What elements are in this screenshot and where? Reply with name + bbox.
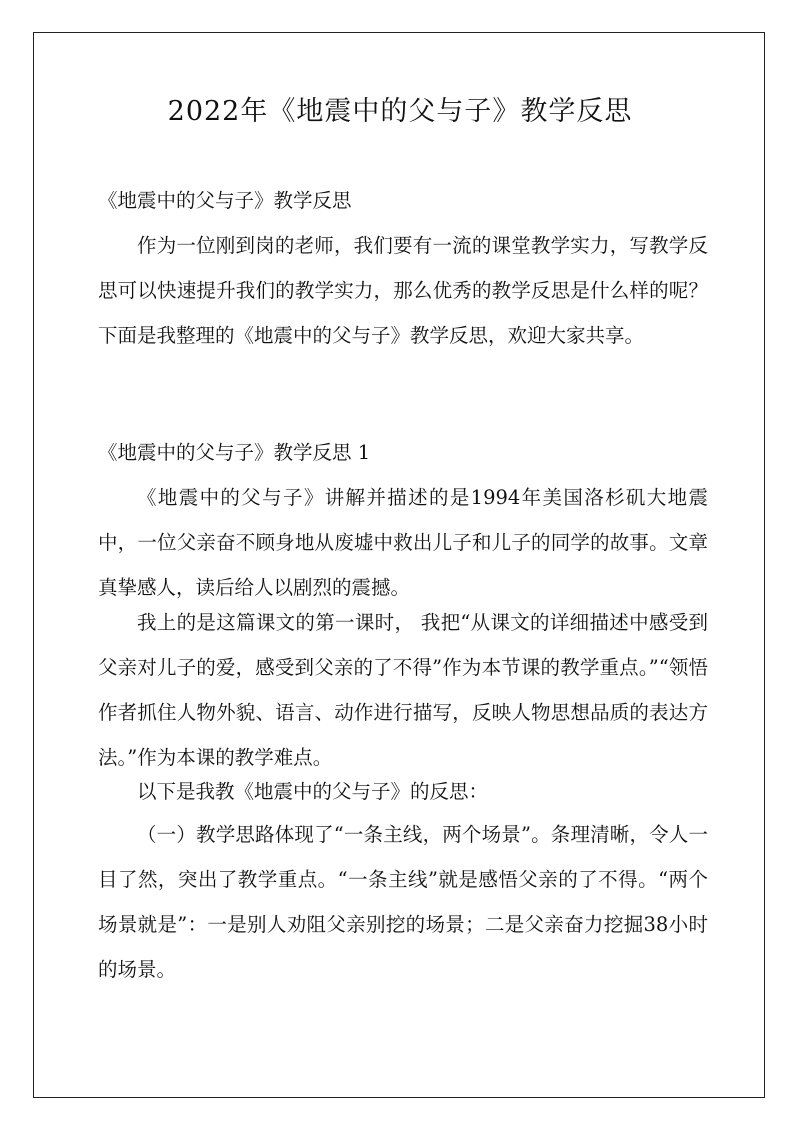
subheading-reflection-1: 《地震中的父与子》教学反思 1	[98, 441, 371, 464]
body-paragraph-2: 我上的是这篇课文的第一课时， 我把“从课文的详细描述中感受到父亲对儿子的爱，感受到父亲的了不得”作为本节课的教学重点。”“领悟作者抓住人物外貌、语言、动作进行描写，反映人物思想品质的表达方法。”作为本课的教学难点。	[98, 611, 708, 769]
body-paragraph-1: 《地震中的父与子》讲解并描述的是1994年美国洛杉矶大地震中，一位父亲奋不顾身地从废墟中救出儿子和儿子的同学的故事。文章真挚感人，读后给人以剧烈的震撼。	[98, 486, 708, 599]
section-heading: 《地震中的父与子》教学反思	[98, 189, 352, 212]
intro-paragraph: 作为一位刚到岗的老师，我们要有一流的课堂教学实力，写教学反思可以快速提升我们的教学实力，那么优秀的教学反思是什么样的呢？下面是我整理的《地震中的父与子》教学反思，欢迎大家共享。	[98, 234, 708, 347]
body-paragraph-4: （一）教学思路体现了“一条主线，两个场景”。条理清晰，令人一目了然，突出了教学重点。“一条主线”就是感悟父亲的了不得。“两个场景就是”：一是别人劝阻父亲别挖的场景；二是父亲奋力挖掘38小时的场景。	[98, 823, 708, 981]
document-title: 2022年《地震中的父与子》教学反思	[167, 96, 633, 127]
body-paragraph-3: 以下是我教《地震中的父与子》的反思：	[137, 780, 489, 803]
